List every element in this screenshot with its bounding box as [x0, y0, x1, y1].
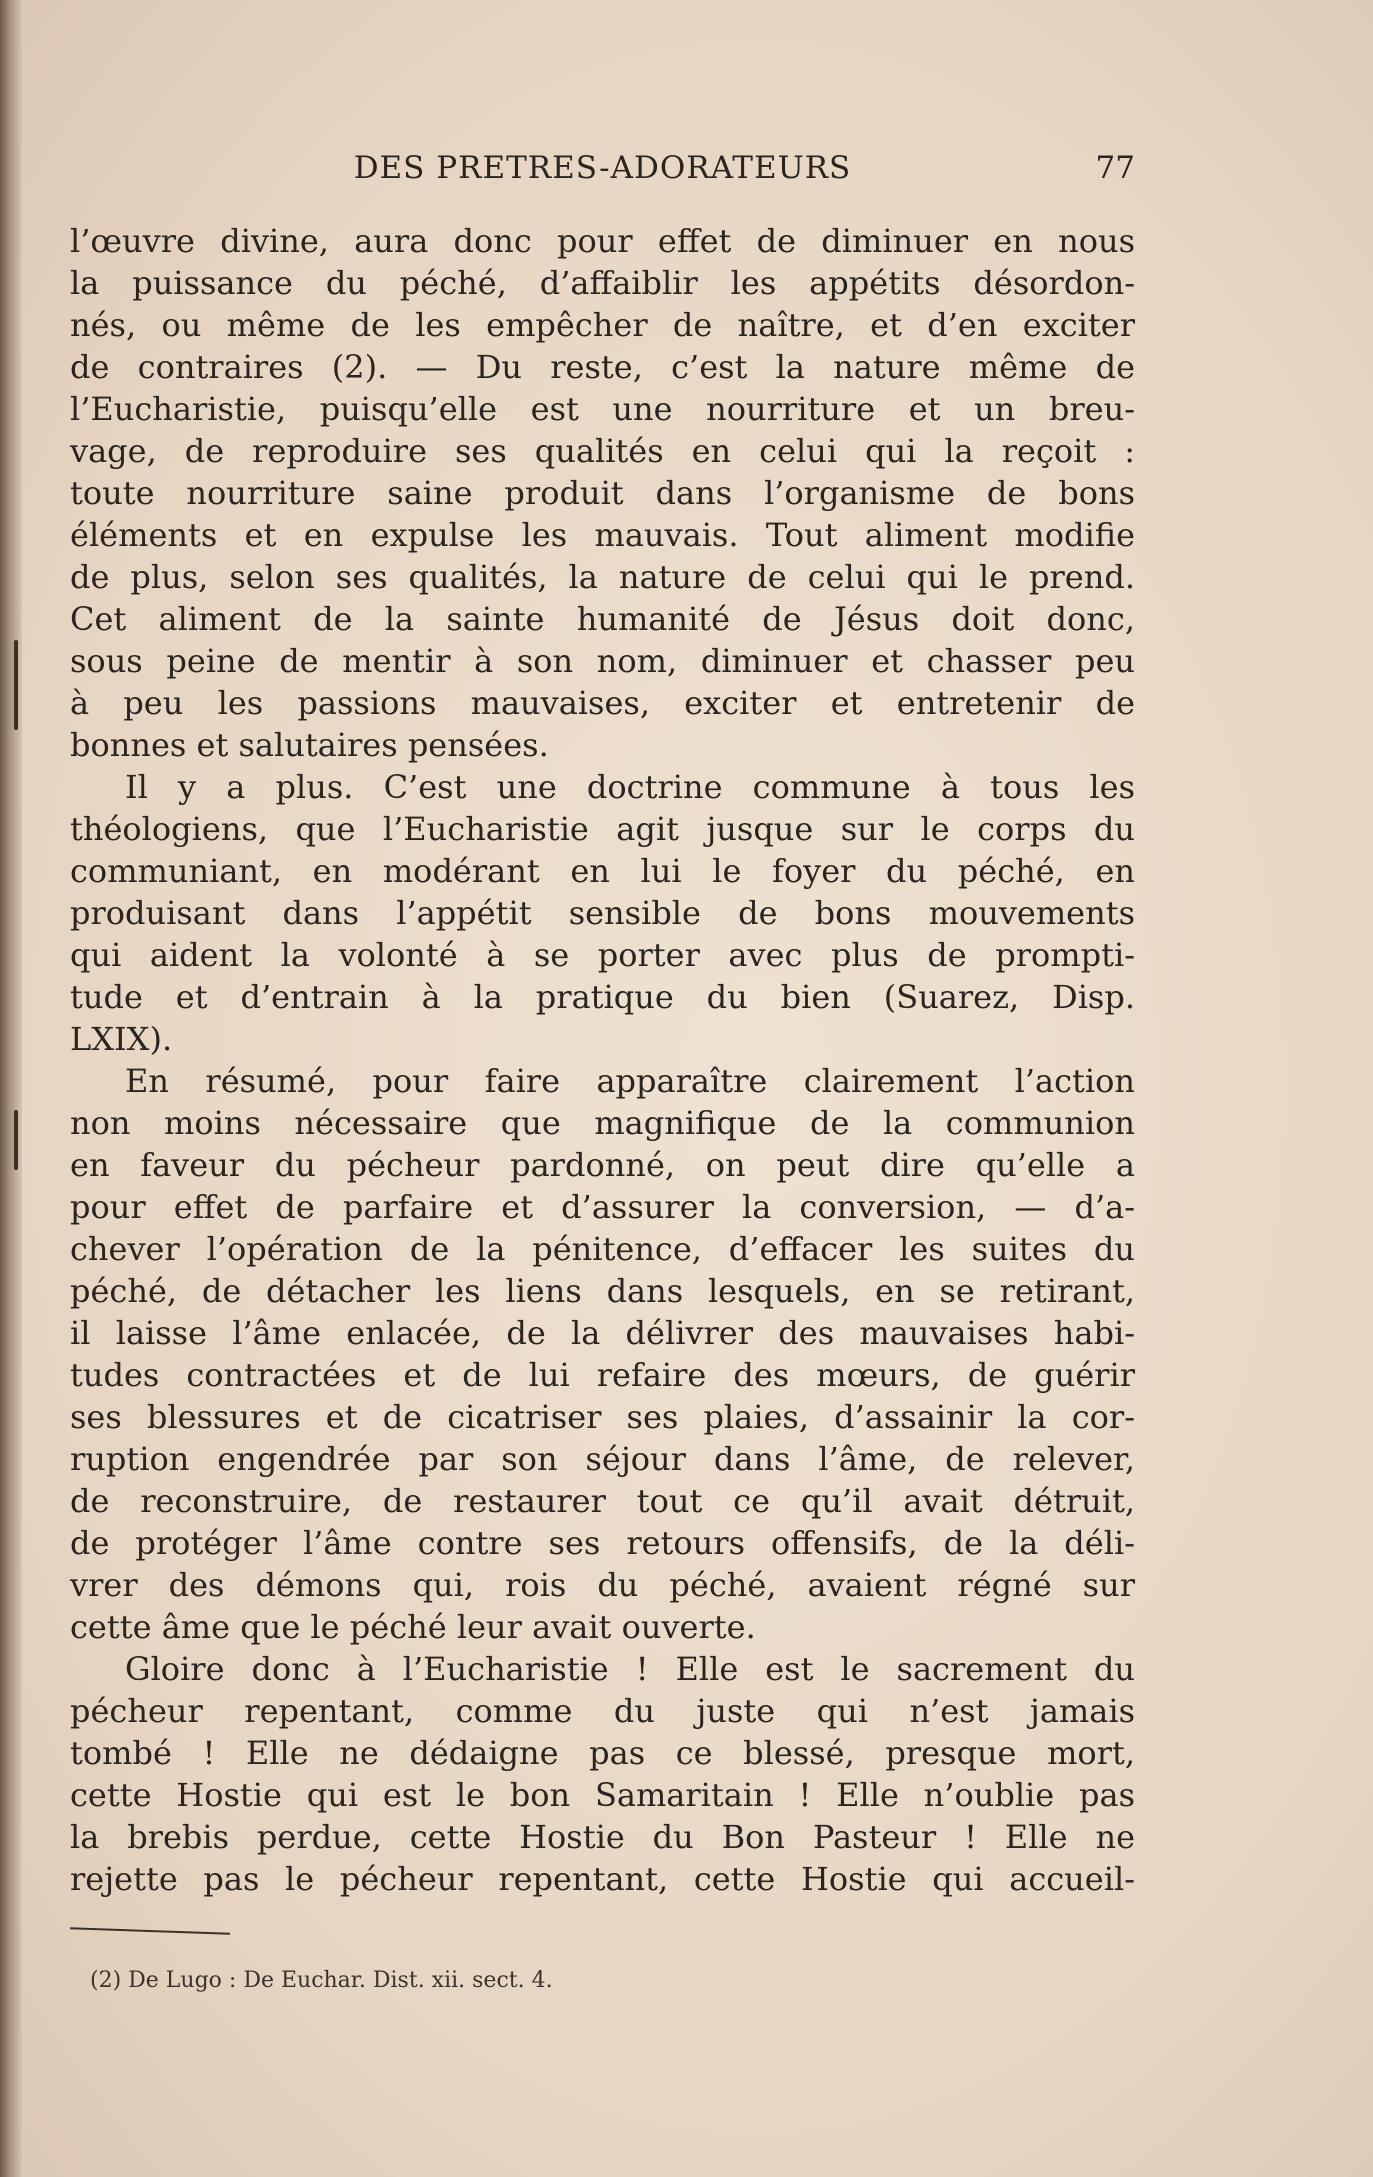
text-line: il laisse l’âme enlacée, de la délivrer des mauvaises habi-: [70, 1314, 1135, 1352]
text-line: cette Hostie qui est le bon Samaritain ! Elle n’oublie pas: [70, 1776, 1135, 1814]
text-line: de protéger l’âme contre ses retours offensifs, de la déli-: [70, 1524, 1135, 1562]
text-line: toute nourriture saine produit dans l’organisme de bons: [70, 474, 1135, 512]
text-line: de contraires (2). — Du reste, c’est la nature même de: [70, 348, 1135, 386]
text-line: tudes contractées et de lui refaire des mœurs, de guérir: [70, 1356, 1135, 1394]
spine-mark: [14, 1110, 18, 1170]
text-line: chever l’opération de la pénitence, d’effacer les suites du: [70, 1230, 1135, 1268]
body-text: [70, 220, 1135, 1900]
footnote: (2) De Lugo : De Euchar. Dist. xii. sect. 4.: [90, 1968, 553, 1993]
text-line: de plus, selon ses qualités, la nature de celui qui le prend.: [70, 558, 1135, 596]
text-line: non moins nécessaire que magnifique de la communion: [70, 1104, 1135, 1142]
paragraph-start-line: En résumé, pour faire apparaître clairement l’action: [125, 1062, 1135, 1100]
text-line: rejette pas le pécheur repentant, cette Hostie qui accueil-: [70, 1860, 1135, 1898]
text-line: tombé ! Elle ne dédaigne pas ce blessé, presque mort,: [70, 1734, 1135, 1772]
book-spine-shadow: [0, 0, 22, 2177]
text-line: tude et d’entrain à la pratique du bien (Suarez, Disp.: [70, 978, 1135, 1016]
text-line: de reconstruire, de restaurer tout ce qu’il avait détruit,: [70, 1482, 1135, 1520]
text-line: communiant, en modérant en lui le foyer du péché, en: [70, 852, 1135, 890]
text-line: ruption engendrée par son séjour dans l’âme, de relever,: [70, 1440, 1135, 1478]
text-line: sous peine de mentir à son nom, diminuer et chasser peu: [70, 642, 1135, 680]
text-line: pour effet de parfaire et d’assurer la conversion, — d’a-: [70, 1188, 1135, 1226]
text-line: éléments et en expulse les mauvais. Tout aliment modifie: [70, 516, 1135, 554]
text-line: la puissance du péché, d’affaiblir les appétits désordon-: [70, 264, 1135, 302]
text-line: Cet aliment de la sainte humanité de Jésus doit donc,: [70, 600, 1135, 638]
spine-mark: [14, 640, 18, 730]
running-title: DES PRETRES-ADORATEURS: [353, 150, 852, 186]
page-header: [70, 150, 1135, 190]
text-line: vage, de reproduire ses qualités en celui qui la reçoit :: [70, 432, 1135, 470]
text-line: à peu les passions mauvaises, exciter et entretenir de: [70, 684, 1135, 722]
text-line: pécheur repentant, comme du juste qui n’est jamais: [70, 1692, 1135, 1730]
text-line: l’Eucharistie, puisqu’elle est une nourriture et un breu-: [70, 390, 1135, 428]
page-number: 77: [1095, 150, 1135, 186]
text-line: produisant dans l’appétit sensible de bons mouvements: [70, 894, 1135, 932]
text-line: la brebis perdue, cette Hostie du Bon Pasteur ! Elle ne: [70, 1818, 1135, 1856]
text-line: en faveur du pécheur pardonné, on peut dire qu’elle a: [70, 1146, 1135, 1184]
text-line: péché, de détacher les liens dans lesquels, en se retirant,: [70, 1272, 1135, 1310]
footnote-divider: [70, 1927, 230, 1935]
text-line: vrer des démons qui, rois du péché, avaient régné sur: [70, 1566, 1135, 1604]
text-line: théologiens, que l’Eucharistie agit jusque sur le corps du: [70, 810, 1135, 848]
text-line: l’œuvre divine, aura donc pour effet de diminuer en nous: [70, 222, 1135, 260]
text-line: cette âme que le péché leur avait ouverte.: [70, 1608, 756, 1646]
text-line: qui aident la volonté à se porter avec plus de prompti-: [70, 936, 1135, 974]
text-line: bonnes et salutaires pensées.: [70, 726, 549, 764]
paragraph-start-line: Gloire donc à l’Eucharistie ! Elle est le sacrement du: [125, 1650, 1135, 1688]
text-line: nés, ou même de les empêcher de naître, et d’en exciter: [70, 306, 1135, 344]
text-line: LXIX).: [70, 1020, 173, 1058]
text-line: ses blessures et de cicatriser ses plaies, d’assainir la cor-: [70, 1398, 1135, 1436]
paragraph-start-line: Il y a plus. C’est une doctrine commune à tous les: [125, 768, 1135, 806]
